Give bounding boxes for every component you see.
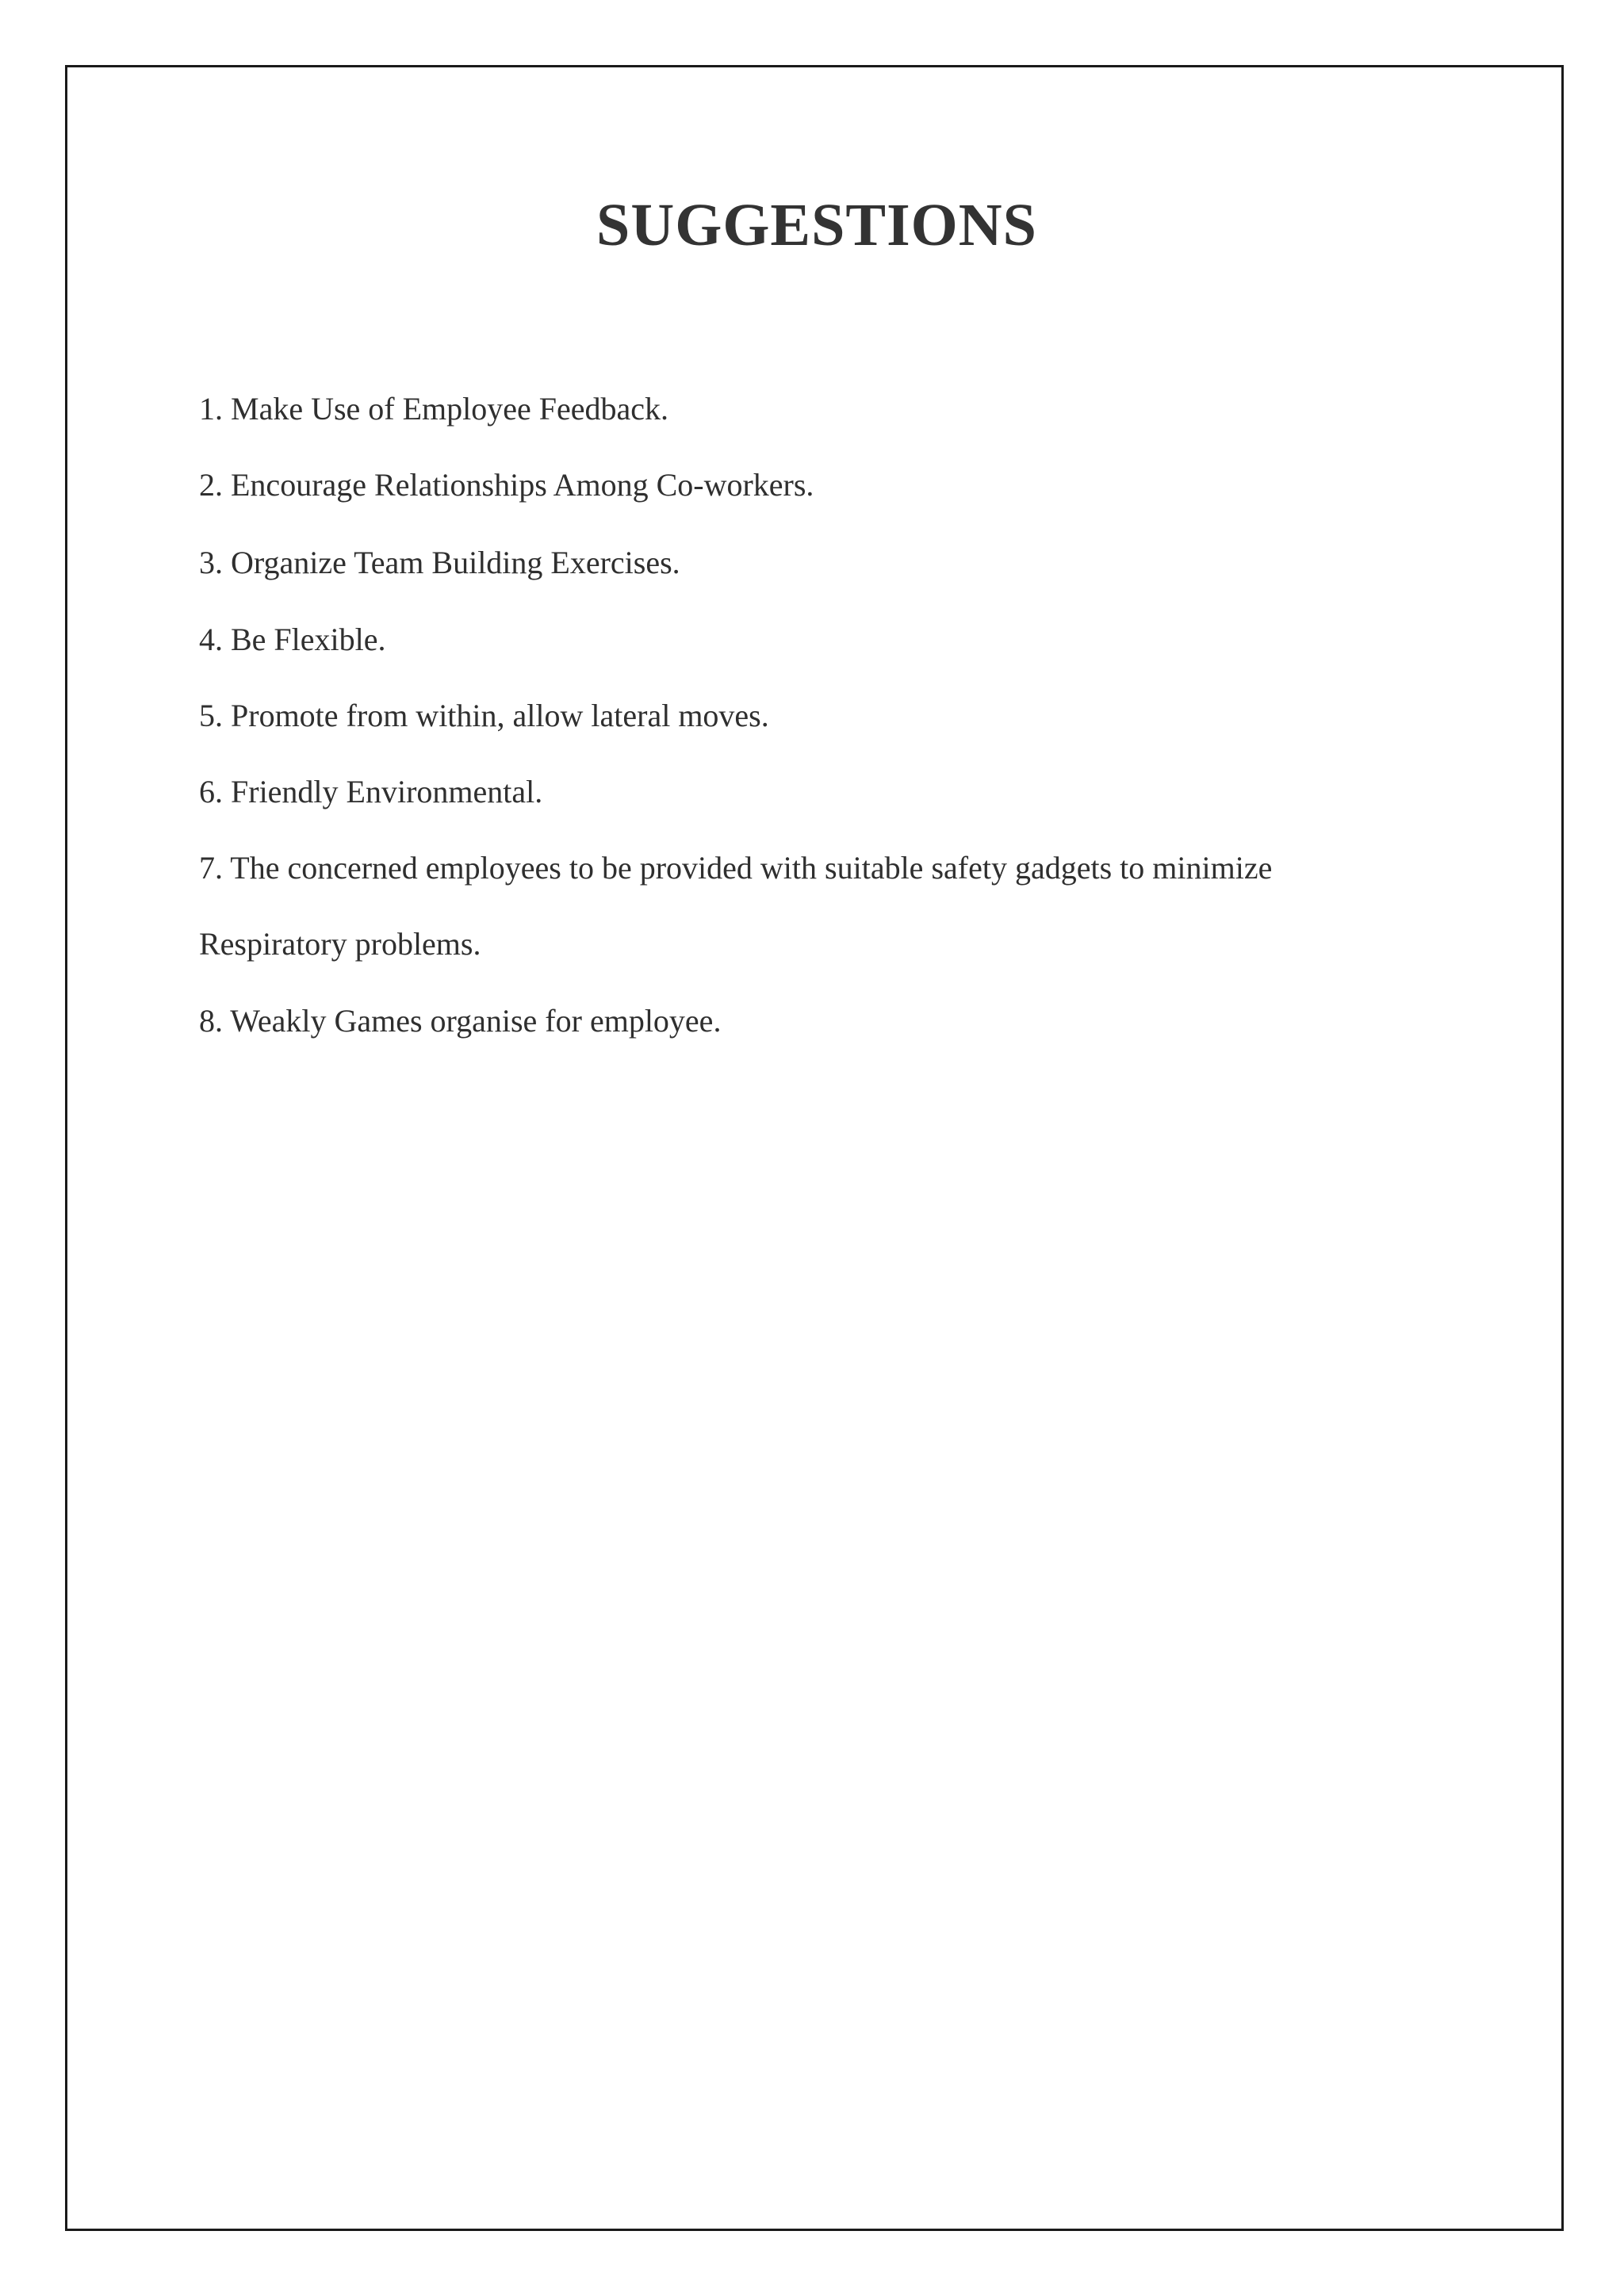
suggestion-item-4: 4. Be Flexible.	[199, 622, 386, 657]
suggestion-item-5: 5. Promote from within, allow lateral moves.	[199, 698, 769, 733]
suggestion-item-6: 6. Friendly Environmental.	[199, 774, 543, 809]
suggestion-item-7-continued: Respiratory problems.	[199, 926, 481, 962]
page-title: SUGGESTIONS	[596, 192, 1037, 258]
suggestion-item-1: 1. Make Use of Employee Feedback.	[199, 391, 669, 427]
suggestion-item-2: 2. Encourage Relationships Among Co-workers.	[199, 467, 814, 503]
suggestion-item-3: 3. Organize Team Building Exercises.	[199, 545, 680, 580]
page-border	[65, 65, 1564, 2231]
suggestion-item-7: 7. The concerned employees to be provided with suitable safety gadgets to minimize	[199, 850, 1273, 886]
suggestion-item-8: 8. Weakly Games organise for employee.	[199, 1003, 722, 1039]
